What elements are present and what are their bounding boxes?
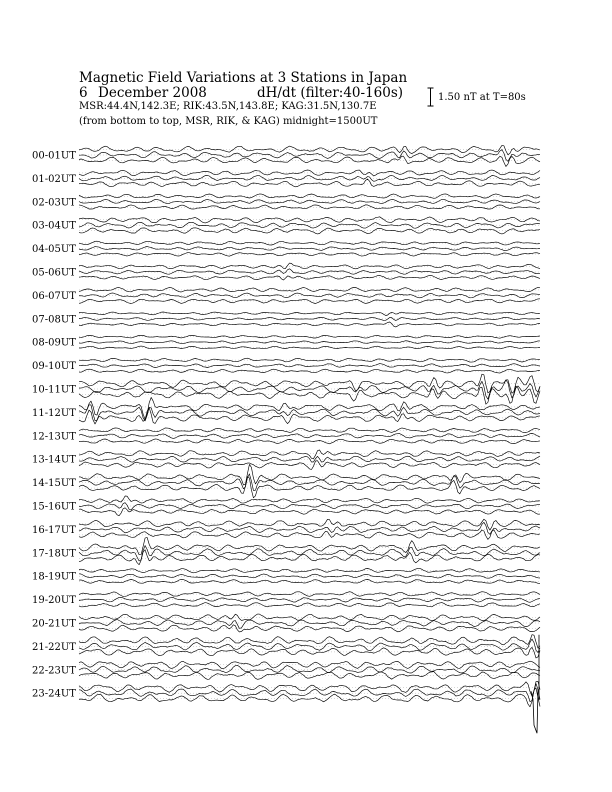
trace-row-22-23UT — [32, 661, 540, 679]
trace-row-16-17UT — [32, 519, 540, 539]
trace-KAG — [79, 661, 540, 668]
trace-row-08-09UT — [32, 335, 540, 349]
trace-KAG — [79, 374, 540, 393]
trace-row-00-01UT — [32, 145, 540, 166]
trace-KAG — [79, 263, 540, 269]
row-label: 05-06UT — [32, 267, 76, 279]
trace-MSR — [79, 346, 540, 349]
trace-row-01-02UT — [32, 170, 540, 187]
trace-row-04-05UT — [32, 241, 540, 256]
trace-MSR — [79, 253, 540, 257]
row-label: 00-01UT — [32, 150, 76, 162]
row-label: 11-12UT — [32, 407, 76, 419]
trace-MSR — [79, 299, 540, 304]
trace-row-09-10UT — [32, 358, 540, 373]
trace-MSR — [79, 369, 540, 373]
row-label: 12-13UT — [32, 431, 76, 443]
trace-MSR — [79, 508, 540, 516]
end-excursion — [531, 689, 538, 733]
row-label: 03-04UT — [32, 220, 76, 232]
trace-row-07-08UT — [32, 312, 540, 327]
scale-label: 1.50 nT at T=80s — [438, 92, 526, 103]
row-label: 20-21UT — [32, 618, 76, 630]
trace-MSR — [79, 603, 540, 607]
trace-RIK — [79, 175, 540, 181]
row-label: 19-20UT — [32, 595, 76, 607]
trace-RIK — [79, 269, 540, 274]
trace-RIK — [79, 503, 540, 510]
trace-row-20-21UT — [32, 614, 540, 632]
trace-row-12-13UT — [32, 428, 540, 444]
trace-MSR — [79, 579, 540, 583]
trace-KAG — [79, 496, 540, 503]
row-label: 17-18UT — [32, 548, 76, 560]
trace-MSR — [79, 461, 540, 470]
row-label: 09-10UT — [32, 361, 76, 373]
row-label: 10-11UT — [32, 384, 76, 396]
row-label: 02-03UT — [32, 197, 76, 209]
trace-row-03-04UT — [32, 217, 540, 234]
row-label: 23-24UT — [32, 688, 76, 700]
trace-KAG — [79, 568, 540, 572]
trace-row-05-06UT — [32, 263, 540, 280]
row-label: 13-14UT — [32, 454, 76, 466]
trace-MSR — [79, 179, 540, 187]
trace-row-02-03UT — [32, 194, 540, 209]
trace-MSR — [79, 205, 540, 209]
trace-row-10-11UT — [32, 374, 540, 404]
trace-MSR — [79, 408, 540, 424]
trace-KAG — [79, 287, 540, 292]
trace-row-06-07UT — [32, 287, 540, 303]
date-day: 6 — [79, 85, 88, 101]
trace-row-15-16UT — [32, 496, 540, 516]
trace-KAG — [79, 217, 540, 223]
trace-MSR — [79, 625, 540, 632]
trace-row-23-24UT — [32, 682, 540, 707]
chart-title: Magnetic Field Variations at 3 Stations in Japan — [79, 70, 408, 86]
quantity-filter: dH/dt (filter:40-160s) — [257, 85, 404, 101]
row-label: 08-09UT — [32, 337, 76, 349]
row-label: 16-17UT — [32, 524, 76, 536]
date-month-year: December 2008 — [98, 85, 207, 101]
row-label: 06-07UT — [32, 290, 76, 302]
trace-KAG — [79, 397, 540, 419]
trace-RIK — [79, 199, 540, 203]
trace-KAG — [79, 450, 540, 459]
trace-MSR — [79, 647, 540, 658]
trace-row-21-22UT — [32, 635, 540, 658]
trace-KAG — [79, 312, 540, 316]
row-label: 01-02UT — [32, 173, 76, 185]
trace-MSR — [79, 275, 540, 280]
trace-row-13-14UT — [32, 450, 540, 470]
trace-KAG — [79, 464, 540, 485]
trace-row-17-18UT — [32, 537, 540, 564]
trace-KAG — [79, 335, 540, 338]
station-order-note: (from bottom to top, MSR, RIK, & KAG) midnight=1500UT — [79, 116, 378, 127]
row-label: 18-19UT — [32, 571, 76, 583]
trace-row-11-12UT — [32, 397, 540, 424]
trace-row-14-15UT — [32, 464, 540, 497]
trace-RIK — [79, 434, 540, 439]
trace-RIK — [79, 665, 540, 673]
station-coordinates: MSR:44.4N,142.3E; RIK:43.5N,143.8E; KAG:31.5N,130.7E — [79, 101, 377, 112]
trace-MSR — [79, 477, 540, 498]
row-label: 07-08UT — [32, 314, 76, 326]
row-label: 22-23UT — [32, 665, 76, 677]
trace-row-18-19UT — [32, 568, 540, 583]
trace-KAG — [79, 682, 540, 697]
row-label: 21-22UT — [32, 641, 76, 653]
row-label: 14-15UT — [32, 478, 76, 490]
row-label: 15-16UT — [32, 501, 76, 513]
trace-MSR — [79, 156, 540, 166]
trace-MSR — [79, 530, 540, 540]
row-label: 04-05UT — [32, 244, 76, 256]
trace-row-19-20UT — [32, 592, 540, 607]
trace-KAG — [79, 428, 540, 433]
